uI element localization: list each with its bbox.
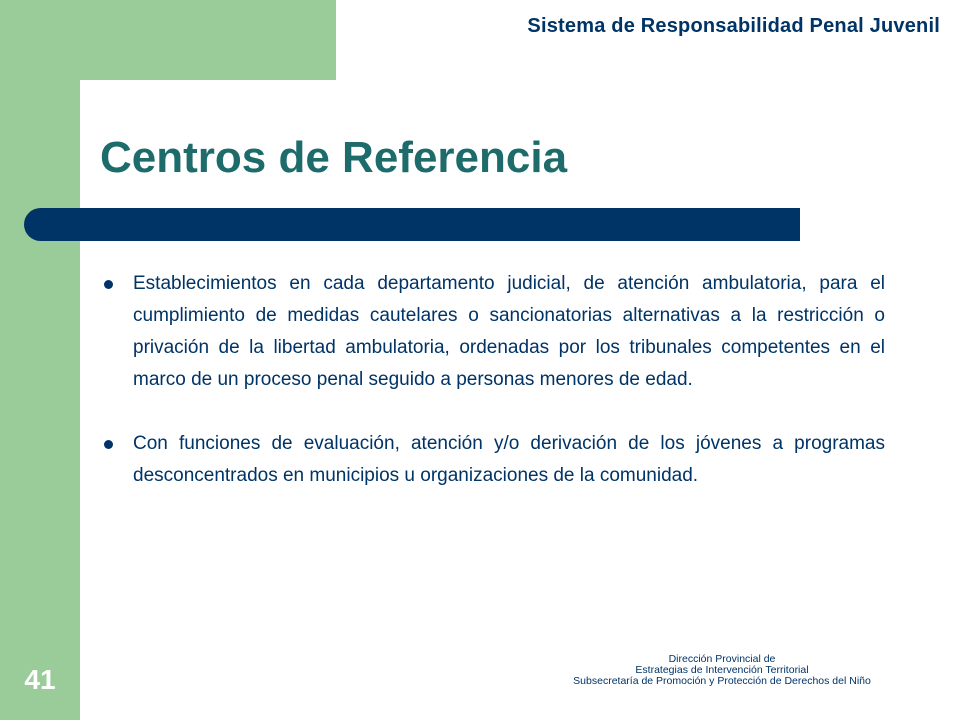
bullet-item	[100, 268, 885, 396]
sidebar-green-band	[0, 0, 80, 720]
white-rounded-corner	[80, 80, 140, 140]
bullet-text: Establecimientos en cada departamento judicial, de atención ambulatoria, para el cumplimiento de medidas cautelares o sancionatorias alternativas a la restricción o privación de la libertad ambulatoria, ordenadas por los tribunales competentes en el marco de un proceso penal seguido a personas menores de edad.	[133, 273, 885, 390]
system-title: Sistema de Responsabilidad Penal Juvenil	[527, 15, 940, 37]
bullet-text: Con funciones de evaluación, atención y/o derivación de los jóvenes a programas desconcentrados en municipios u organizaciones de la comunidad.	[133, 433, 885, 486]
bullet-dot-icon	[104, 280, 113, 289]
top-green-band	[0, 0, 336, 80]
bullet-list	[100, 268, 885, 524]
footer-line-1: Dirección Provincial de	[668, 653, 776, 665]
footer-credits	[520, 654, 924, 687]
page-title: Centros de Referencia	[100, 133, 568, 182]
footer-line-2: Estrategias de Intervención Territorial	[635, 664, 809, 676]
footer-line-3: Subsecretaría de Promoción y Protección de Derechos del Niño	[573, 675, 871, 687]
bullet-dot-icon	[104, 440, 113, 449]
page-number: 41	[24, 664, 56, 695]
bullet-item	[100, 428, 885, 492]
title-underline-bar	[24, 208, 800, 241]
